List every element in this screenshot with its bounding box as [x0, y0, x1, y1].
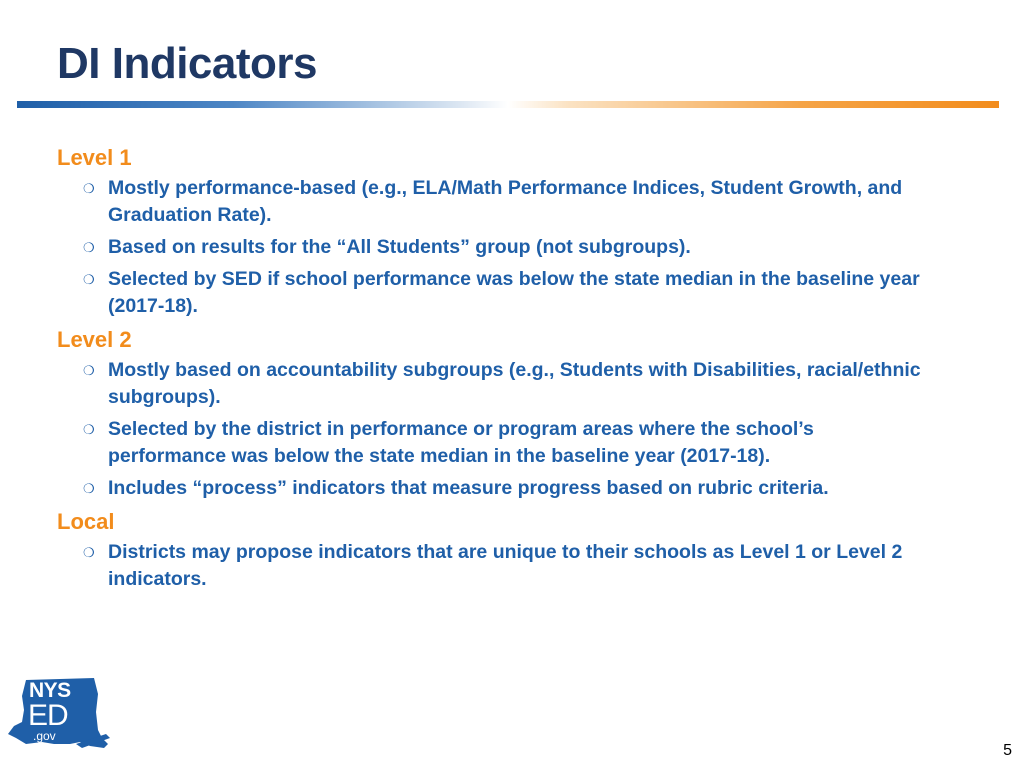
section-heading-local: Local [57, 509, 115, 534]
slide-title: DI Indicators [57, 39, 317, 88]
bullet-list-local [57, 539, 927, 593]
page-number: 5 [1003, 742, 1012, 759]
bullet-list-level-1 [57, 175, 927, 320]
bullet-text: Includes “process” indicators that measure progress based on rubric criteria. [108, 477, 829, 499]
slide-content [57, 143, 927, 598]
bullet-marker-icon: ❍ [83, 545, 95, 560]
logo-text-nys: NYS [29, 679, 71, 702]
section-heading-level-1: Level 1 [57, 145, 132, 170]
bullet-marker-icon: ❍ [83, 481, 95, 496]
logo-text-ed: ED [28, 699, 68, 732]
bullet-text: Selected by SED if school performance was below the state median in the baseline year (2017-18). [108, 268, 920, 317]
bullet-item [57, 234, 927, 261]
bullet-marker-icon: ❍ [83, 240, 95, 255]
bullet-marker-icon: ❍ [83, 272, 95, 287]
bullet-marker-icon: ❍ [83, 181, 95, 196]
bullet-item [57, 175, 927, 229]
bullet-text: Districts may propose indicators that are unique to their schools as Level 1 or Level 2 indicators. [108, 541, 903, 590]
title-divider [17, 101, 999, 108]
bullet-item [57, 539, 927, 593]
bullet-marker-icon: ❍ [83, 422, 95, 437]
section-heading-level-2: Level 2 [57, 327, 132, 352]
bullet-text: Based on results for the “All Students” group (not subgroups). [108, 236, 691, 258]
bullet-item [57, 475, 927, 502]
bullet-text: Selected by the district in performance or program areas where the school’s performance was below the state median in the baseline year (2017-18). [108, 418, 814, 467]
bullet-item [57, 357, 927, 411]
bullet-text: Mostly based on accountability subgroups (e.g., Students with Disabilities, racial/ethnic subgroups). [108, 359, 921, 408]
bullet-item [57, 266, 927, 320]
logo-text-gov: .gov [33, 729, 56, 743]
bullet-list-level-2 [57, 357, 927, 502]
bullet-item [57, 416, 927, 470]
bullet-marker-icon: ❍ [83, 363, 95, 378]
bullet-text: Mostly performance-based (e.g., ELA/Math Performance Indices, Student Growth, and Graduation Rate). [108, 177, 903, 226]
